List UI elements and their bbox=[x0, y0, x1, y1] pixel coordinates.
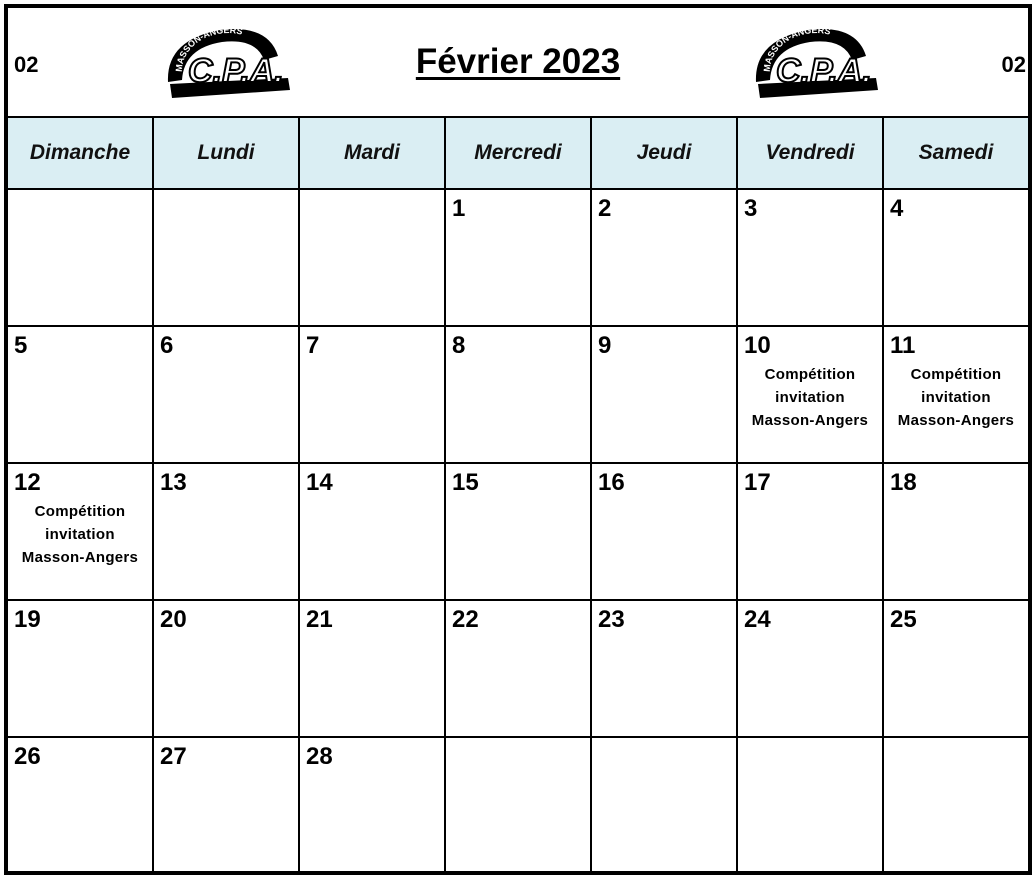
day-cell[interactable] bbox=[446, 738, 592, 871]
day-number: 8 bbox=[452, 332, 466, 359]
day-number: 22 bbox=[452, 606, 479, 633]
day-cell[interactable] bbox=[738, 327, 884, 464]
logo-letters: C.P.A. bbox=[776, 52, 872, 90]
day-cell[interactable] bbox=[154, 327, 300, 464]
weekday-header: Vendredi bbox=[738, 118, 884, 190]
month-code-right: 02 bbox=[1001, 52, 1026, 77]
day-cell[interactable] bbox=[446, 601, 592, 738]
day-number: 28 bbox=[306, 743, 333, 770]
day-number: 15 bbox=[452, 469, 479, 496]
day-number: 1 bbox=[452, 195, 466, 222]
day-cell[interactable] bbox=[154, 190, 300, 327]
day-cell[interactable] bbox=[884, 738, 1028, 871]
day-cell[interactable] bbox=[738, 738, 884, 871]
day-cell[interactable] bbox=[592, 327, 738, 464]
day-cell[interactable] bbox=[8, 738, 154, 871]
day-cell[interactable] bbox=[154, 738, 300, 871]
day-number: 5 bbox=[14, 332, 28, 359]
calendar-header bbox=[8, 8, 1028, 118]
day-number: 23 bbox=[598, 606, 625, 633]
weekday-header: Samedi bbox=[884, 118, 1028, 190]
weekday-header: Mercredi bbox=[446, 118, 592, 190]
logo-arc-text: MASSON-ANGERS bbox=[173, 24, 244, 73]
day-number: 12 bbox=[14, 469, 41, 496]
day-number: 26 bbox=[14, 743, 41, 770]
day-number: 16 bbox=[598, 469, 625, 496]
day-cell[interactable] bbox=[446, 464, 592, 601]
day-number: 21 bbox=[306, 606, 333, 633]
day-cell[interactable] bbox=[592, 190, 738, 327]
weekday-header: Jeudi bbox=[592, 118, 738, 190]
month-code-left: 02 bbox=[14, 52, 39, 77]
day-number: 19 bbox=[14, 606, 41, 633]
day-number: 18 bbox=[890, 469, 917, 496]
weekday-header: Mardi bbox=[300, 118, 446, 190]
event-label: Compétition invitation Masson-Angers bbox=[751, 366, 869, 429]
calendar-frame bbox=[4, 4, 1032, 875]
page-title: Février 2023 bbox=[415, 42, 621, 81]
day-number: 27 bbox=[160, 743, 187, 770]
weekday-header: Lundi bbox=[154, 118, 300, 190]
day-cell[interactable] bbox=[154, 601, 300, 738]
day-number: 2 bbox=[598, 195, 612, 222]
day-number: 4 bbox=[890, 195, 904, 222]
day-number: 17 bbox=[744, 469, 771, 496]
day-cell[interactable] bbox=[300, 464, 446, 601]
day-number: 14 bbox=[306, 469, 333, 496]
event-label: Compétition invitation Masson-Angers bbox=[21, 503, 139, 566]
day-number: 3 bbox=[744, 195, 758, 222]
day-cell[interactable] bbox=[884, 464, 1028, 601]
day-cell[interactable] bbox=[592, 464, 738, 601]
day-cell[interactable] bbox=[738, 190, 884, 327]
day-cell[interactable] bbox=[8, 601, 154, 738]
weekday-header: Dimanche bbox=[8, 118, 154, 190]
day-cell[interactable] bbox=[884, 327, 1028, 464]
day-number: 10 bbox=[744, 332, 771, 359]
cpa-logo-right bbox=[748, 20, 880, 102]
day-cell[interactable] bbox=[738, 601, 884, 738]
day-number: 7 bbox=[306, 332, 320, 359]
day-cell[interactable] bbox=[300, 738, 446, 871]
logo-arc-text: MASSON-ANGERS bbox=[761, 24, 832, 73]
day-number: 6 bbox=[160, 332, 174, 359]
day-cell[interactable] bbox=[446, 190, 592, 327]
day-number: 11 bbox=[890, 332, 916, 359]
day-cell[interactable] bbox=[884, 190, 1028, 327]
day-cell[interactable] bbox=[738, 464, 884, 601]
event-label: Compétition invitation Masson-Angers bbox=[897, 366, 1015, 429]
day-cell[interactable] bbox=[592, 601, 738, 738]
day-cell[interactable] bbox=[300, 327, 446, 464]
day-number: 20 bbox=[160, 606, 187, 633]
day-cell[interactable] bbox=[8, 464, 154, 601]
day-cell[interactable] bbox=[8, 327, 154, 464]
day-cell[interactable] bbox=[8, 190, 154, 327]
day-cell[interactable] bbox=[592, 738, 738, 871]
day-number: 9 bbox=[598, 332, 612, 359]
day-cell[interactable] bbox=[446, 327, 592, 464]
day-number: 25 bbox=[890, 606, 917, 633]
day-number: 24 bbox=[744, 606, 771, 633]
day-cell[interactable] bbox=[884, 601, 1028, 738]
logo-letters: C.P.A. bbox=[188, 52, 284, 90]
day-cell[interactable] bbox=[300, 601, 446, 738]
day-cell[interactable] bbox=[154, 464, 300, 601]
calendar-grid bbox=[8, 118, 1028, 871]
day-number: 13 bbox=[160, 469, 187, 496]
day-cell[interactable] bbox=[300, 190, 446, 327]
